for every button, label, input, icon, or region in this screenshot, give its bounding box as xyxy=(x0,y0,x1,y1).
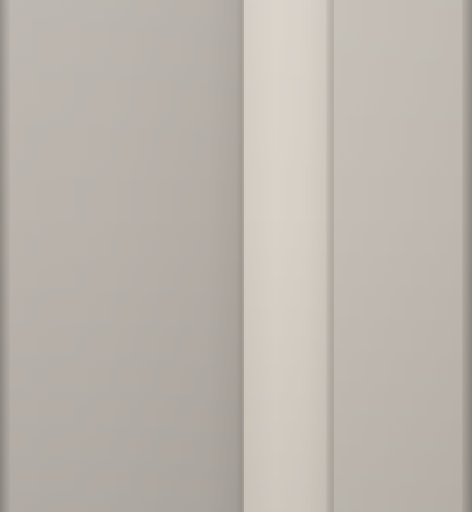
left-wall-panel xyxy=(10,0,242,512)
light-vertical-strip xyxy=(244,0,332,512)
right-edge-shadow xyxy=(462,0,472,512)
right-wall-panel xyxy=(334,0,462,512)
left-edge-shadow xyxy=(0,0,10,512)
